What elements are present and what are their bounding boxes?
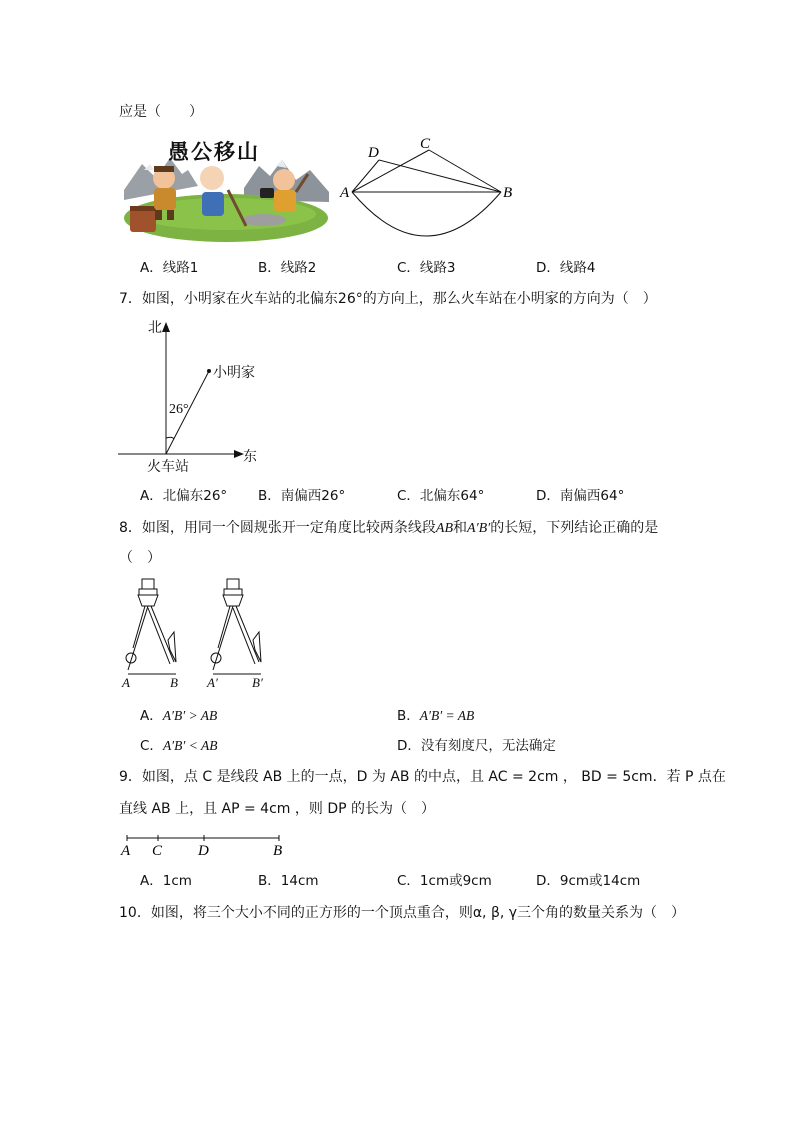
q8-option-b[interactable]: B．A′B′ = AB	[397, 708, 475, 724]
q9-option-a[interactable]: A．1cm	[140, 873, 192, 889]
q6-option-c[interactable]: C．线路3	[397, 260, 456, 276]
label-D: D	[368, 145, 379, 161]
seg-label-D: D	[198, 843, 209, 859]
q9-option-c[interactable]: C．1cm或9cm	[397, 873, 492, 889]
q7-stem: 7．如图，小明家在火车站的北偏东26°的方向上，那么火车站在小明家的方向为（ ）	[119, 291, 657, 307]
q9-stem-line2: 直线 AB 上，且 AP = 4cm ，则 DP 的长为（ ）	[119, 801, 435, 817]
home-label: 小明家	[213, 365, 255, 381]
label-A: A	[340, 185, 350, 201]
q9-stem-line1: 9．如图，点 C 是线段 AB 上的一点，D 为 AB 的中点，且 AC = 2cm ， BD = 5cm．若 P 点在	[119, 769, 726, 785]
q7-option-b[interactable]: B．南偏西26°	[258, 488, 346, 504]
compass-diagram-2	[203, 578, 273, 678]
seg-label-A: A	[121, 843, 131, 859]
q6-option-a[interactable]: A．线路1	[140, 260, 199, 276]
north-label: 北	[148, 320, 162, 336]
segment-diagram	[118, 830, 288, 860]
seg-label-C: C	[152, 843, 163, 859]
station-label: 火车站	[147, 459, 189, 475]
q9-option-b[interactable]: B．14cm	[258, 873, 319, 889]
q8-stem: 8．如图，用同一个圆规张开一定角度比较两条线段AB和A′B′的长短，下列结论正确的是	[119, 520, 659, 536]
q10-stem: 10．如图，将三个大小不同的正方形的一个顶点重合，则α, β, γ三个角的数量关系为（ ）	[119, 905, 686, 921]
seg-label-B: B	[273, 843, 283, 859]
compass-diagram-1	[118, 578, 188, 678]
q8-option-a[interactable]: A．A′B′ > AB	[140, 708, 218, 724]
q7-option-d[interactable]: D．南偏西64°	[536, 488, 625, 504]
q6-option-b[interactable]: B．线路2	[258, 260, 317, 276]
q6-stem-tail: 应是（ ）	[119, 104, 203, 120]
poster-title: 愚公移山	[168, 140, 260, 164]
label-C: C	[420, 136, 431, 152]
compass2-label-A: A′	[207, 675, 218, 690]
q8-stem-line2: （ ）	[119, 550, 161, 566]
east-label: 东	[243, 449, 257, 465]
q6-option-d[interactable]: D．线路4	[536, 260, 596, 276]
route-diagram	[336, 130, 526, 242]
q7-option-c[interactable]: C．北偏东64°	[397, 488, 485, 504]
label-B: B	[503, 185, 513, 201]
compass1-label-B: B	[170, 675, 178, 690]
q8-option-d[interactable]: D．没有刻度尺，无法确定	[397, 738, 556, 754]
q9-option-d[interactable]: D．9cm或14cm	[536, 873, 641, 889]
compass2-label-B: B′	[252, 675, 263, 690]
angle-label: 26°	[169, 402, 189, 417]
q7-option-a[interactable]: A．北偏东26°	[140, 488, 228, 504]
compass1-label-A: A	[122, 675, 130, 690]
q8-option-c[interactable]: C．A′B′ < AB	[140, 738, 218, 754]
